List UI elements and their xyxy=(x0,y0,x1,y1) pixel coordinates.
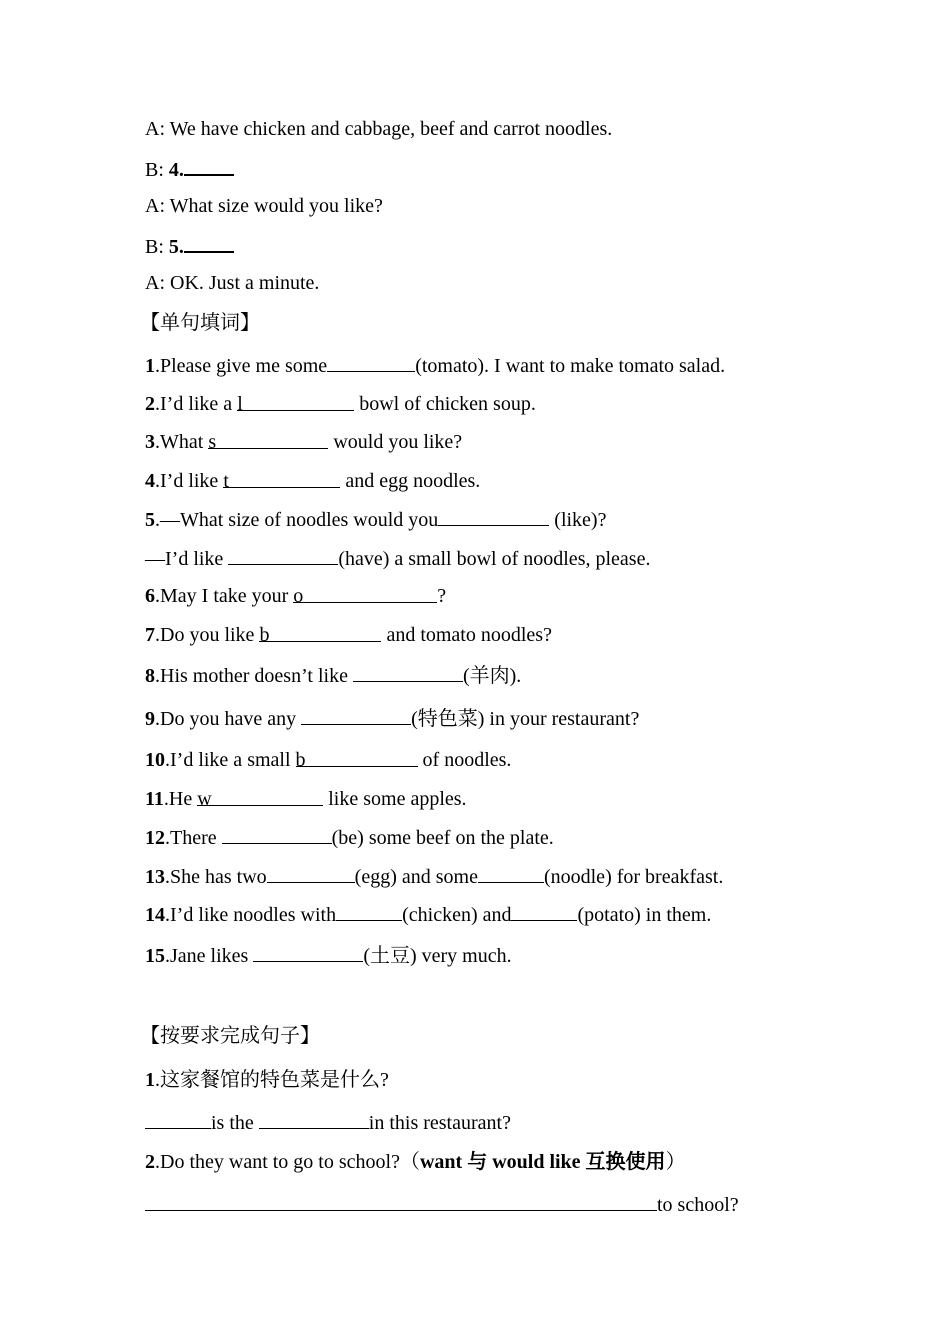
item-text: ） xyxy=(665,1151,686,1173)
item-text: .Do you like xyxy=(155,624,260,646)
answer-blank[interactable] xyxy=(511,902,577,921)
item-5-response xyxy=(145,546,650,571)
item-text: is the xyxy=(211,1112,259,1134)
answer-blank[interactable] xyxy=(253,943,363,962)
task-2-answer xyxy=(145,1192,739,1217)
answer-blank[interactable] xyxy=(301,706,411,725)
question-number: 5. xyxy=(168,236,184,258)
answer-blank[interactable] xyxy=(223,469,340,492)
item-text: .I’d like a small xyxy=(165,749,296,771)
item-text: and tomato noodles? xyxy=(381,624,552,646)
item-11 xyxy=(145,787,467,811)
item-text: .Jane likes xyxy=(165,945,254,967)
item-2 xyxy=(145,392,536,416)
item-text: .Do you have any xyxy=(155,708,302,730)
item-number: 11 xyxy=(145,788,164,810)
item-text: (tomato). I want to make tomato salad. xyxy=(415,355,726,377)
item-number: 7 xyxy=(145,624,155,646)
answer-blank[interactable] xyxy=(267,864,355,883)
item-number: 1 xyxy=(145,1069,155,1091)
item-13 xyxy=(145,864,723,889)
question-number: 4. xyxy=(168,159,184,181)
speaker-label: A: xyxy=(145,118,165,140)
item-text: (羊肉). xyxy=(462,665,522,687)
item-text: (chicken) and xyxy=(402,904,512,926)
answer-blank[interactable] xyxy=(184,156,234,176)
speaker-label: A: xyxy=(145,195,165,217)
item-text: .I’d like noodles with xyxy=(165,904,337,926)
answer-blank[interactable] xyxy=(336,902,402,921)
dialogue-line-1 xyxy=(145,117,612,141)
section-title-fill-words: 【单句填词】 xyxy=(140,312,260,334)
hint-letter: t xyxy=(223,470,229,492)
item-text: in this restaurant? xyxy=(368,1112,511,1134)
task-2 xyxy=(145,1150,686,1174)
dialogue-text: We have chicken and cabbage, beef and carrot noodles. xyxy=(169,118,613,140)
hint-letter: w xyxy=(197,788,212,810)
item-number: 12 xyxy=(145,827,165,849)
section-title-complete-sentences: 【按要求完成句子】 xyxy=(140,1025,320,1047)
answer-blank[interactable] xyxy=(259,623,381,646)
item-text: (土豆) very much. xyxy=(363,945,512,967)
answer-blank[interactable] xyxy=(293,584,437,607)
item-text: .Do they want to go to school?（ xyxy=(155,1151,420,1173)
item-text: bowl of chicken soup. xyxy=(354,393,536,415)
item-text: .She has two xyxy=(165,866,267,888)
item-text: .这家餐馆的特色菜是什么? xyxy=(155,1069,389,1091)
task-1-answer xyxy=(145,1110,511,1135)
item-3 xyxy=(145,430,462,454)
item-text: (like)? xyxy=(549,509,607,531)
answer-blank[interactable] xyxy=(197,787,323,810)
item-number: 13 xyxy=(145,866,165,888)
item-6 xyxy=(145,584,446,608)
item-number: 15 xyxy=(145,945,165,967)
speaker-label: A: xyxy=(145,272,165,294)
answer-blank[interactable] xyxy=(327,353,415,372)
item-5 xyxy=(145,507,606,532)
answer-blank[interactable] xyxy=(353,663,463,682)
dialogue-text: OK. Just a minute. xyxy=(170,272,320,294)
item-4 xyxy=(145,469,480,493)
item-15 xyxy=(145,943,512,968)
item-8 xyxy=(145,663,521,688)
item-text: .I’d like xyxy=(155,470,224,492)
dialogue-line-2 xyxy=(145,156,234,182)
item-text: would you like? xyxy=(328,431,463,453)
item-text: .His mother doesn’t like xyxy=(155,665,353,687)
speaker-label: B: xyxy=(145,159,164,181)
item-text: .Please give me some xyxy=(155,355,328,377)
item-text: (have) a small bowl of noodles, please. xyxy=(338,548,651,570)
answer-blank[interactable] xyxy=(237,392,354,415)
item-text: (noodle) for breakfast. xyxy=(543,866,724,888)
dialogue-line-5 xyxy=(145,271,319,295)
answer-blank[interactable] xyxy=(478,864,544,883)
item-1 xyxy=(145,353,725,378)
item-text: .I’d like a xyxy=(155,393,238,415)
item-14 xyxy=(145,902,711,927)
answer-blank[interactable] xyxy=(259,1110,369,1129)
answer-blank[interactable] xyxy=(438,507,549,526)
hint-letter: o xyxy=(293,585,304,607)
item-text: —I’d like xyxy=(145,548,229,570)
item-text: .What xyxy=(155,431,209,453)
hint-letter: l xyxy=(237,393,243,415)
item-text: ? xyxy=(437,585,447,607)
item-12 xyxy=(145,825,554,850)
item-7 xyxy=(145,623,552,647)
item-text: (be) some beef on the plate. xyxy=(331,827,554,849)
item-text: (potato) in them. xyxy=(577,904,712,926)
item-number: 1 xyxy=(145,355,155,377)
answer-blank[interactable] xyxy=(184,233,234,253)
item-text: (特色菜) in your restaurant? xyxy=(411,708,640,730)
item-number: 14 xyxy=(145,904,165,926)
answer-blank[interactable] xyxy=(222,825,332,844)
answer-blank[interactable] xyxy=(228,546,338,565)
hint-letter: s xyxy=(208,431,217,453)
item-10 xyxy=(145,748,511,772)
answer-blank[interactable] xyxy=(208,430,328,453)
item-text: .There xyxy=(165,827,222,849)
dialogue-line-3 xyxy=(145,194,383,218)
item-number: 6 xyxy=(145,585,155,607)
item-9 xyxy=(145,706,639,731)
item-text: .He xyxy=(163,788,198,810)
item-text: like some apples. xyxy=(323,788,467,810)
instruction-hint: want 与 would like 互换使用 xyxy=(419,1151,666,1173)
dialogue-line-4 xyxy=(145,233,234,259)
answer-blank[interactable] xyxy=(295,748,418,771)
answer-blank[interactable] xyxy=(145,1192,657,1211)
item-number: 4 xyxy=(145,470,155,492)
hint-letter: b xyxy=(295,749,306,771)
item-number: 5 xyxy=(145,509,155,531)
hint-letter: b xyxy=(259,624,270,646)
task-1 xyxy=(145,1068,389,1092)
item-text: .May I take your xyxy=(155,585,294,607)
speaker-label: B: xyxy=(145,236,164,258)
item-number: 9 xyxy=(145,708,155,730)
item-number: 2 xyxy=(145,1151,155,1173)
answer-blank[interactable] xyxy=(145,1110,211,1129)
item-text: .—What size of noodles would you xyxy=(155,509,439,531)
item-text: (egg) and some xyxy=(354,866,478,888)
item-number: 10 xyxy=(145,749,165,771)
item-number: 3 xyxy=(145,431,155,453)
item-text: and egg noodles. xyxy=(340,470,481,492)
item-number: 2 xyxy=(145,393,155,415)
dialogue-text: What size would you like? xyxy=(169,195,383,217)
item-text: to school? xyxy=(657,1194,739,1216)
item-number: 8 xyxy=(145,665,155,687)
item-text: of noodles. xyxy=(417,749,512,771)
